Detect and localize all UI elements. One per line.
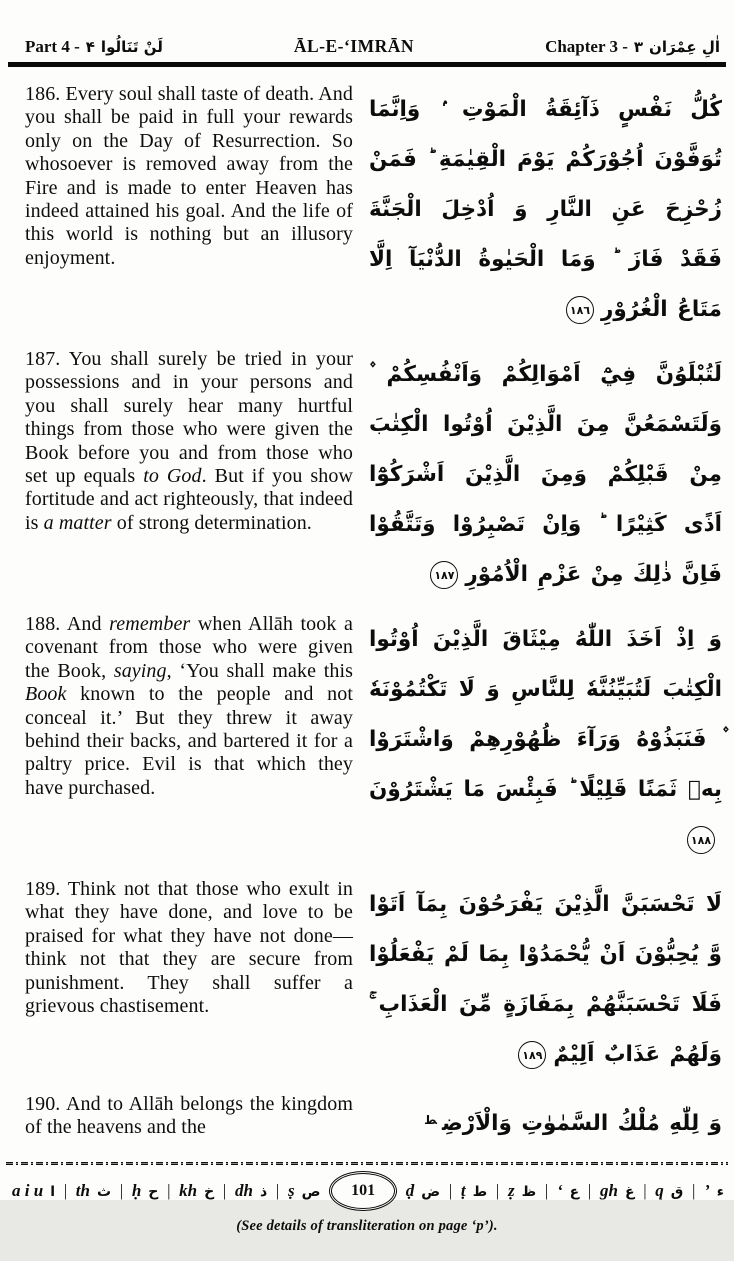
arabic-verse-text: كُلُّ نَفْسٍ ذَآئِقَةُ الْمَوْتِ ۢ وَاِنَّمَا تُوَفَّوْنَ اُجُوْرَكُمْ يَوْمَ الْقِيٰمَةِ ؕ فَمَنْ زُحْزِحَ عَنِ النَّارِ وَ اُدْخِلَ الْجَنَّةَ فَقَدْ فَازَ ؕ وَمَا الْحَيٰوةُ الدُّنْيَآ اِلَّا مَتَاعُ الْغُرُوْرِ xyxy=(369,97,722,322)
verse-row xyxy=(25,613,722,865)
translit-item xyxy=(288,1181,320,1201)
english-segment: 190. And to Allāh belongs the kingdom of the heavens and the xyxy=(25,1093,353,1139)
translit-item xyxy=(655,1181,683,1201)
ayah-number-badge: ١٨٨ xyxy=(687,826,715,854)
header-chapter xyxy=(545,37,720,57)
translit-item xyxy=(406,1181,440,1201)
translit-arabic-letter: ص xyxy=(301,1184,321,1200)
page-header xyxy=(0,0,734,59)
separator: | xyxy=(495,1181,500,1200)
translit-item xyxy=(461,1181,487,1201)
translit-item xyxy=(12,1181,55,1201)
verse-row xyxy=(25,348,722,600)
english-paragraph xyxy=(25,878,353,1080)
translit-item xyxy=(76,1181,111,1201)
translit-latin: q xyxy=(655,1181,664,1200)
english-italic-segment: remember xyxy=(109,613,191,635)
footer-dashed-rule xyxy=(6,1162,728,1165)
arabic-verse-text: وَ اِذْ اَخَذَ اللّٰهُ مِيْثَاقَ الَّذِيْنَ اُوْتُوا الْكِتٰبَ لَتُبَيِّنُنَّهٗ لِلنَّاسِ وَ لَا تَكْتُمُوْنَهٗ ۫ فَنَبَذُوْهُ وَرَآءَ ظُهُوْرِهِمْ وَاشْتَرَوْا بِهٖ ثَمَنًا قَلِيْلًا ؕ فَبِئْسَ مَا يَشْتَرُوْنَ xyxy=(369,627,722,802)
translit-arabic-letter: غ xyxy=(624,1184,635,1200)
ayah-number-badge: ١٨٦ xyxy=(566,296,594,324)
translit-item xyxy=(600,1181,635,1201)
arabic-verse xyxy=(369,348,722,600)
translit-latin: kh xyxy=(179,1181,198,1200)
chapter-number-arabic: ۳ xyxy=(633,38,644,56)
translit-item xyxy=(179,1181,214,1201)
part-number-arabic: ۴ xyxy=(85,38,95,56)
translit-latin: dh xyxy=(235,1181,253,1200)
english-segment: of strong determination. xyxy=(111,511,312,534)
english-paragraph xyxy=(25,613,353,865)
pause-mark: ط xyxy=(424,1113,437,1127)
verse-row xyxy=(25,1093,722,1149)
part-name-arabic: لَنْ تَنَالُوا xyxy=(100,38,163,56)
english-segment: when Allāh took a covenant from those who were given the Book, xyxy=(25,613,353,682)
translit-arabic-letter: ظ xyxy=(521,1184,537,1200)
separator: | xyxy=(119,1181,124,1200)
separator: | xyxy=(222,1181,227,1200)
separator: | xyxy=(448,1181,453,1200)
english-italic-segment: to God xyxy=(143,465,202,488)
translit-arabic-letter: ط xyxy=(472,1184,488,1200)
arabic-verse xyxy=(369,1093,722,1149)
translit-latin: ’ xyxy=(704,1181,710,1200)
verse-row xyxy=(25,83,722,335)
translit-arabic-letter: ا xyxy=(50,1184,55,1200)
english-paragraph xyxy=(25,348,353,600)
arabic-verse-text: لَتُبْلَوُنَّ فِيْٓ اَمْوَالِكُمْ وَاَنْفُسِكُمْ ۫ وَلَتَسْمَعُنَّ مِنَ الَّذِيْنَ اُوْتُوا الْكِتٰبَ مِنْ قَبْلِكُمْ وَمِنَ الَّذِيْنَ اَشْرَكُوْٓا اَذًى كَثِيْرًا ؕ وَاِنْ تَصْبِرُوْا وَتَتَّقُوْا فَاِنَّ ذٰلِكَ مِنْ عَزْمِ الْاُمُوْرِ xyxy=(369,362,722,587)
header-part xyxy=(25,37,163,57)
page-footer xyxy=(0,1162,734,1261)
english-paragraph xyxy=(25,1093,353,1149)
translit-latin: ‘ xyxy=(556,1181,563,1200)
separator: | xyxy=(275,1181,280,1200)
surah-title: ĀL-E-‘IMRĀN xyxy=(293,36,415,56)
english-italic-segment: saying xyxy=(113,659,167,682)
part-label: Part 4 - xyxy=(25,37,80,56)
translit-latin: ẓ xyxy=(507,1181,515,1200)
translit-latin: ṭ xyxy=(460,1181,466,1200)
transliteration-note: (See details of transliteration on page ‘p’). xyxy=(236,1218,498,1234)
arabic-verse xyxy=(369,878,722,1080)
translit-latin: ḥ xyxy=(131,1181,142,1200)
english-segment: , ‘You shall make this xyxy=(166,659,353,682)
translit-item xyxy=(508,1181,536,1201)
arabic-verse-text: وَ لِلّٰهِ مُلْكُ السَّمٰوٰتِ وَالْاَرْضِ xyxy=(441,1111,722,1136)
translit-item xyxy=(704,1181,724,1201)
translit-arabic-letter: ح xyxy=(148,1184,159,1200)
translit-latin: th xyxy=(75,1181,90,1200)
chapter-label: Chapter 3 - xyxy=(545,37,628,56)
arabic-verse xyxy=(369,83,722,335)
english-italic-segment: a matter xyxy=(43,511,112,534)
translit-arabic-letter: ع xyxy=(569,1184,580,1200)
english-paragraph xyxy=(25,83,353,335)
english-segment: known to the people and not conceal it.’ But they threw it away behind their backs, and bartered it for a paltry price. Evil is that which they have purchased. xyxy=(25,683,353,799)
verse-row xyxy=(25,878,722,1080)
english-segment: . But if you show fortitude and act righteously, that indeed is xyxy=(25,465,353,534)
translit-latin: a i u xyxy=(12,1181,44,1200)
arabic-verse-text: لَا تَحْسَبَنَّ الَّذِيْنَ يَفْرَحُوْنَ بِمَآ اَتَوْا وَّ يُحِبُّوْنَ اَنْ يُّحْمَدُوْا بِمَا لَمْ يَفْعَلُوْا فَلَا تَحْسَبَنَّهُمْ بِمَفَازَةٍ مِّنَ الْعَذَابِ ۚ وَلَهُمْ عَذَابٌ اَلِيْمٌ xyxy=(369,892,722,1067)
english-italic-segment: Book xyxy=(25,683,67,706)
separator: | xyxy=(544,1181,549,1200)
transliteration-key xyxy=(0,1169,734,1211)
arabic-verse xyxy=(369,613,722,865)
translit-arabic-letter: ض xyxy=(421,1184,441,1200)
translit-item xyxy=(132,1181,159,1201)
translit-arabic-letter: ذ xyxy=(259,1184,268,1200)
english-segment: 186. Every soul shall taste of death. And you shall be paid in full your rewards only on the Day of Resurrection. So whosoever is removed away from the Fire and is made to enter Heaven has indeed attained his goal. And the life of this world is nothing but an illusory enjoyment. xyxy=(25,83,353,269)
translit-arabic-letter: ء xyxy=(716,1184,724,1200)
separator: | xyxy=(167,1181,171,1200)
translit-latin: gh xyxy=(599,1181,618,1200)
translit-item xyxy=(235,1181,267,1201)
translit-arabic-letter: خ xyxy=(204,1184,215,1200)
separator: | xyxy=(692,1181,696,1200)
chapter-name-arabic: اٰلِ عِمْرَان xyxy=(649,38,720,56)
english-segment: 187. You shall surely be tried in your possessions and in your persons and you shall surely hear many hurtful things from those who were given the Book before you and from those who set up equals xyxy=(25,348,353,488)
separator: | xyxy=(587,1181,592,1200)
separator: | xyxy=(643,1181,647,1200)
translit-arabic-letter: ق xyxy=(670,1184,684,1200)
verses-area xyxy=(0,67,734,1162)
translit-item xyxy=(557,1181,579,1201)
english-segment: 189. Think not that those who exult in what they have done, and love to be praised for what they have not done—think not that they are secure from punishment. They shall suffer a grievous chastisement. xyxy=(25,878,353,1018)
ayah-number-badge: ١٨٩ xyxy=(518,1041,546,1069)
translit-latin: ṣ xyxy=(287,1181,295,1200)
translit-latin: ḍ xyxy=(405,1181,415,1200)
english-segment: 188. And xyxy=(25,613,110,635)
separator: | xyxy=(63,1181,68,1200)
page-number-badge: 101 xyxy=(329,1171,397,1211)
ayah-number-badge: ١٨٧ xyxy=(430,561,458,589)
translit-arabic-letter: ث xyxy=(96,1184,112,1200)
